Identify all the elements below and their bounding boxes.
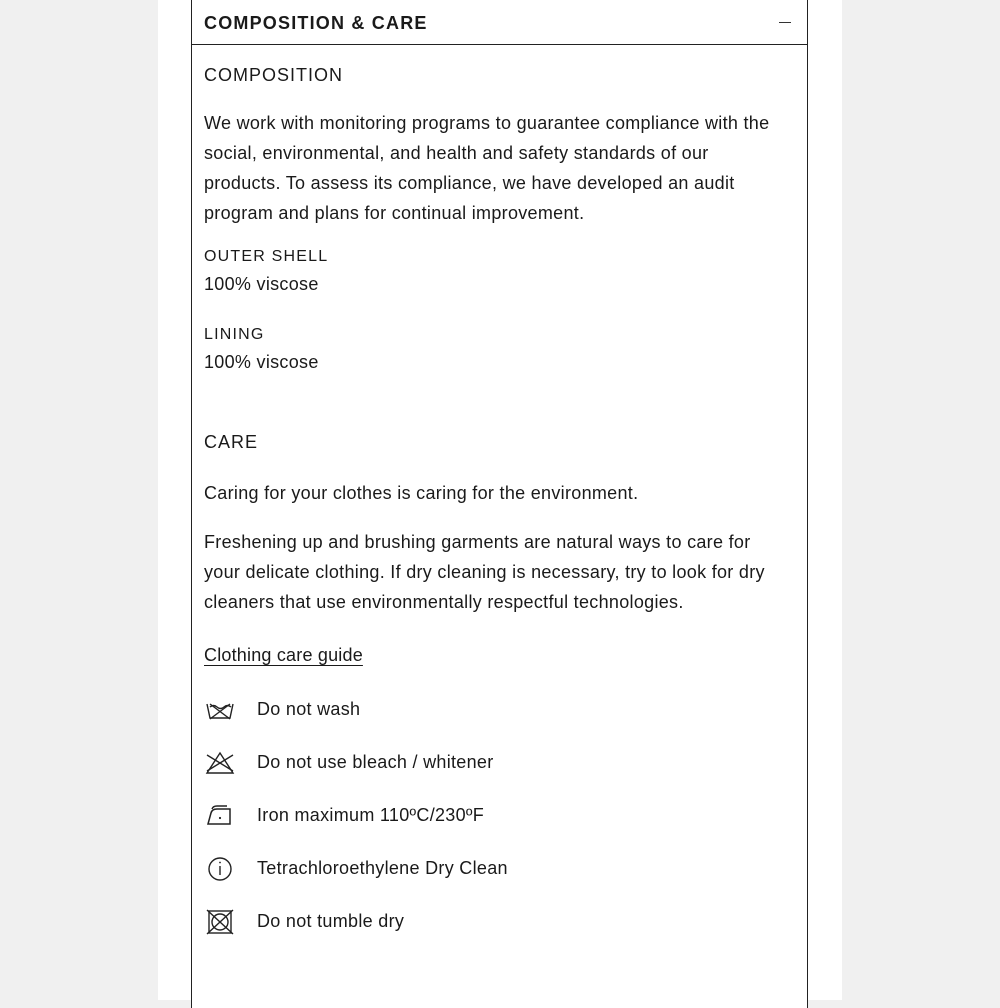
care-instruction-text: Tetrachloroethylene Dry Clean xyxy=(257,858,508,878)
care-instruction-item xyxy=(204,842,795,895)
composition-care-panel xyxy=(191,0,808,1008)
lining-block xyxy=(204,326,795,373)
care-heading: CARE xyxy=(204,432,259,452)
dry-clean-icon xyxy=(204,853,236,885)
care-instruction-text: Iron maximum 110ºC/230ºF xyxy=(257,805,485,825)
composition-intro-line: social, environmental, and health and safety standards of our xyxy=(204,143,709,163)
lining-value: 100% viscose xyxy=(204,352,319,372)
outer-shell-value: 100% viscose xyxy=(204,274,319,294)
minus-icon[interactable] xyxy=(775,13,795,33)
accordion-header[interactable] xyxy=(192,0,807,45)
accordion-title: COMPOSITION & CARE xyxy=(204,13,428,33)
composition-intro-line: products. To assess its compliance, we have developed an audit xyxy=(204,173,735,193)
clothing-care-guide-link[interactable]: Clothing care guide xyxy=(204,645,363,665)
outer-shell-label: OUTER SHELL xyxy=(204,248,329,265)
do-not-tumble-dry-icon xyxy=(204,906,236,938)
care-advice-line: your delicate clothing. If dry cleaning is necessary, try to look for dry xyxy=(204,562,765,582)
care-instruction-item xyxy=(204,789,795,842)
care-tagline: Caring for your clothes is caring for the environment. xyxy=(204,483,639,503)
composition-heading: COMPOSITION xyxy=(204,65,344,85)
do-not-wash-icon xyxy=(204,694,236,726)
composition-intro xyxy=(204,108,795,228)
do-not-bleach-icon xyxy=(204,747,236,779)
care-instruction-text: Do not use bleach / whitener xyxy=(257,752,494,772)
composition-intro-line: We work with monitoring programs to guarantee compliance with the xyxy=(204,113,770,133)
care-instruction-item xyxy=(204,736,795,789)
care-advice-line: cleaners that use environmentally respectful technologies. xyxy=(204,592,684,612)
care-advice-line: Freshening up and brushing garments are natural ways to care for xyxy=(204,532,751,552)
care-instruction-text: Do not wash xyxy=(257,699,361,719)
outer-shell-block xyxy=(204,248,795,295)
care-instruction-item xyxy=(204,895,795,948)
accordion-content xyxy=(192,65,807,948)
iron-icon xyxy=(204,800,236,832)
care-instruction-text: Do not tumble dry xyxy=(257,911,405,931)
care-guide-row xyxy=(204,645,795,671)
composition-intro-line: program and plans for continual improvement. xyxy=(204,203,585,223)
care-instruction-item xyxy=(204,683,795,736)
care-instructions-list xyxy=(204,683,795,948)
lining-label: LINING xyxy=(204,326,265,343)
care-advice xyxy=(204,527,795,617)
